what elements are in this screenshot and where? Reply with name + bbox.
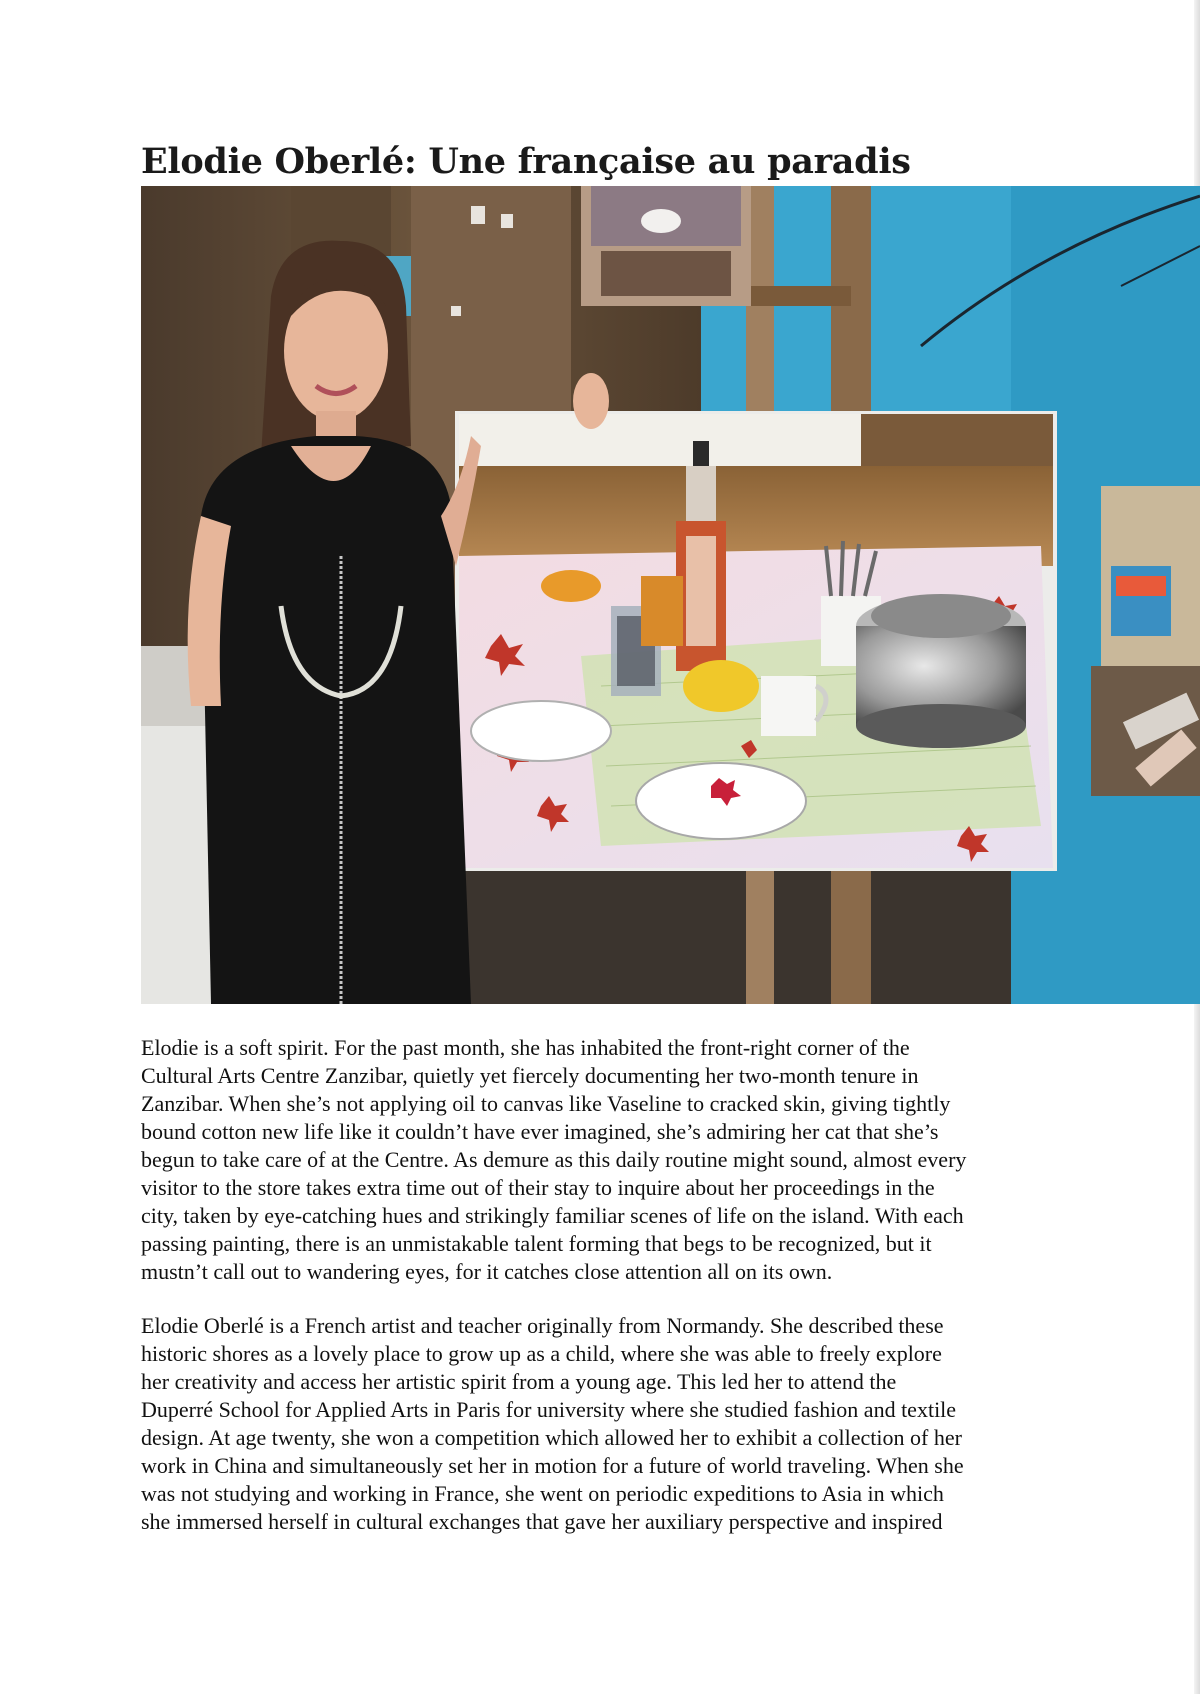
paragraph-2-line: was not studying and working in France, she went on periodic expeditions to Asia in which <box>141 1481 944 1506</box>
paragraph-1-line: visitor to the store takes extra time out of their stay to inquire about her proceedings in the <box>141 1175 935 1200</box>
article-paragraph-1 <box>141 1034 1081 1286</box>
paragraph-2-line: design. At age twenty, she won a competition which allowed her to exhibit a collection of her <box>141 1425 962 1450</box>
paragraph-2-line: her creativity and access her artistic spirit from a young age. This led her to attend the <box>141 1369 897 1394</box>
paragraph-1-line: city, taken by eye-catching hues and strikingly familiar scenes of life on the island. With each <box>141 1203 964 1228</box>
paragraph-1-line: Zanzibar. When she’s not applying oil to canvas like Vaseline to cracked skin, giving tightly <box>141 1091 951 1116</box>
article-title: Elodie Oberlé: Une française au paradis <box>141 141 911 182</box>
paragraph-1-line: begun to take care of at the Centre. As demure as this daily routine might sound, almost every <box>141 1147 967 1172</box>
paragraph-1-line: passing painting, there is an unmistakable talent forming that begs to be recognized, but it <box>141 1231 932 1256</box>
paragraph-2-line: historic shores as a lovely place to grow up as a child, where she was able to freely explore <box>141 1341 942 1366</box>
artist-with-painting-photo <box>141 186 1200 1004</box>
paragraph-2-line: Duperré School for Applied Arts in Paris for university where she studied fashion and textile <box>141 1397 957 1422</box>
paragraph-1-line: Cultural Arts Centre Zanzibar, quietly yet fiercely documenting her two-month tenure in <box>141 1063 919 1088</box>
paragraph-1-line: mustn’t call out to wandering eyes, for it catches close attention all on its own. <box>141 1259 833 1284</box>
paragraph-2-line: Elodie Oberlé is a French artist and teacher originally from Normandy. She described these <box>141 1313 944 1338</box>
paragraph-1-line: Elodie is a soft spirit. For the past month, she has inhabited the front-right corner of the <box>141 1035 910 1060</box>
paragraph-2-line: she immersed herself in cultural exchanges that gave her auxiliary perspective and inspired <box>141 1509 943 1534</box>
paragraph-1-line: bound cotton new life like it couldn’t have ever imagined, she’s admiring her cat that she’s <box>141 1119 939 1144</box>
article-paragraph-2 <box>141 1312 1081 1536</box>
paragraph-2-line: work in China and simultaneously set her in motion for a future of world traveling. When she <box>141 1453 964 1478</box>
